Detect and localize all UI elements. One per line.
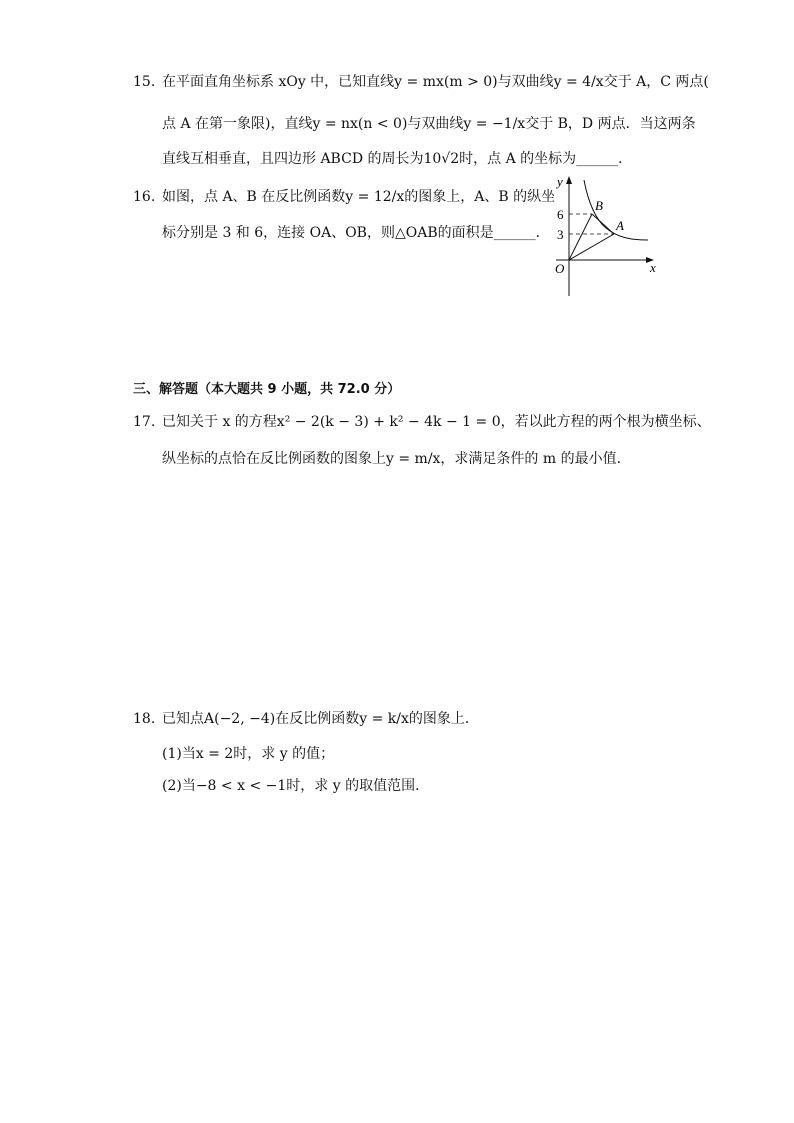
question-16-figure	[540, 172, 665, 302]
question-16-line-2: 标分别是 3 和 6，连接 OA、OB，则△OAB的面积是______．	[162, 225, 550, 241]
label-x: x	[650, 260, 656, 275]
tick-label-3: 3	[557, 227, 564, 242]
question-16-line-1: 如图，点 A、B 在反比例函数y = 12/x的图象上，A、B 的纵坐	[162, 189, 556, 205]
label-o: O	[555, 261, 565, 276]
label-a: A	[616, 218, 624, 233]
question-17-line-1: 已知关于 x 的方程x² − 2(k − 3) + k² − 4k − 1 = 0，若以此方程的两个根为横坐标、	[162, 414, 711, 430]
question-15-line-1: 在平面直角坐标系 xOy 中，已知直线y = mx(m > 0)与双曲线y = 4/x交于 A，C 两点(	[162, 74, 709, 90]
question-17-number: 17.	[133, 414, 156, 430]
tick-label-6: 6	[557, 207, 564, 222]
label-y: y	[557, 174, 563, 189]
section-heading: 三、解答题（本大题共 9 小题，共 72.0 分）	[133, 382, 401, 397]
question-15-number: 15.	[133, 74, 156, 90]
segment-ab	[592, 214, 614, 234]
question-18-number: 18.	[133, 711, 156, 727]
question-18-sub-2: (2)当−8 < x < −1时，求 y 的取值范围．	[162, 778, 430, 794]
label-b: B	[595, 198, 603, 213]
question-18-sub-1: (1)当x = 2时，求 y 的值；	[162, 746, 335, 762]
question-17-line-2: 纵坐标的点恰在反比例函数的图象上y = m/x，求满足条件的 m 的最小值．	[162, 451, 631, 467]
question-15-line-2: 点 A 在第一象限)，直线y = nx(n < 0)与双曲线y = −1/x交于 B，D 两点．当这两条	[162, 116, 696, 132]
y-axis-arrow	[566, 176, 572, 184]
question-18-line-1: 已知点A(−2, −4)在反比例函数y = k/x的图象上．	[162, 711, 479, 727]
question-16-number: 16.	[133, 189, 156, 205]
question-15-line-3: 直线互相垂直，且四边形 ABCD 的周长为10√2时，点 A 的坐标为______．	[162, 151, 633, 167]
